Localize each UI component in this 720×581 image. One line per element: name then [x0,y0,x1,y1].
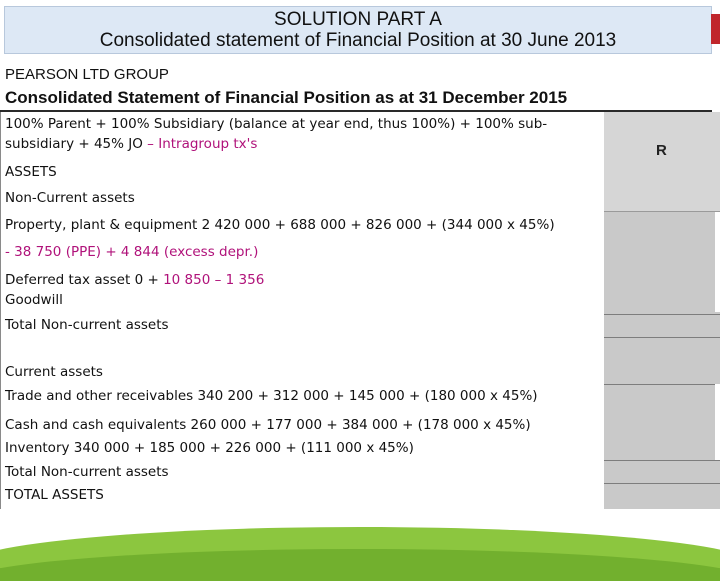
current-assets-heading: Current assets [5,364,103,380]
total-current-row: Total Non-current assets [5,464,169,480]
total-non-current-row: Total Non-current assets [5,317,169,333]
amount-column [604,112,720,509]
inventory-row: Inventory 340 000 + 185 000 + 226 000 + (111 000 x 45%) [5,440,414,456]
cash-row: Cash and cash equivalents 260 000 + 177 000 + 384 000 + (178 000 x 45%) [5,417,531,433]
goodwill-row: Goodwill [5,292,63,308]
consolidation-basis-text: 100% Parent + 100% Subsidiary (balance at year end, thus 100%) + 100% sub-subsidiary + 45% JO [5,116,548,152]
title-line-2: Consolidated statement of Financial Position at 30 June 2013 [99,30,617,51]
footer-decoration [0,509,720,581]
statement-text-column [0,112,604,509]
ppe-row: Property, plant & equipment 2 420 000 + 688 000 + 826 000 + (344 000 x 45%) [5,217,555,233]
currency-label: R [656,142,667,159]
intragroup-note: – Intragroup tx's [142,136,258,152]
cell-divider [604,337,720,338]
column-edge-gap [715,384,720,460]
ppe-adjustment-row: - 38 750 (PPE) + 4 844 (excess depr.) [5,244,259,260]
trade-receivables-row: Trade and other receivables 340 200 + 312 000 + 145 000 + (180 000 x 45%) [5,388,538,404]
assets-heading: ASSETS [5,164,57,180]
title-line-1: SOLUTION PART A [274,9,442,30]
red-tab-decoration [711,14,720,44]
cell-divider [604,483,720,484]
deferred-tax-label: Deferred tax asset 0 + [5,272,164,288]
deferred-tax-row [5,270,601,290]
consolidation-basis [5,114,601,154]
title-banner [4,6,712,54]
cell-divider [604,384,720,385]
cell-divider [604,460,720,461]
cell-divider [604,314,720,315]
statement-heading: Consolidated Statement of Financial Position as at 31 December 2015 [5,88,568,107]
amount-column-header [604,112,720,212]
deferred-tax-adjustment: 10 850 – 1 356 [163,272,265,288]
non-current-assets-heading: Non-Current assets [5,190,135,206]
total-assets-row: TOTAL ASSETS [5,487,104,503]
column-edge-gap [715,212,720,312]
company-name: PEARSON LTD GROUP [5,66,169,83]
